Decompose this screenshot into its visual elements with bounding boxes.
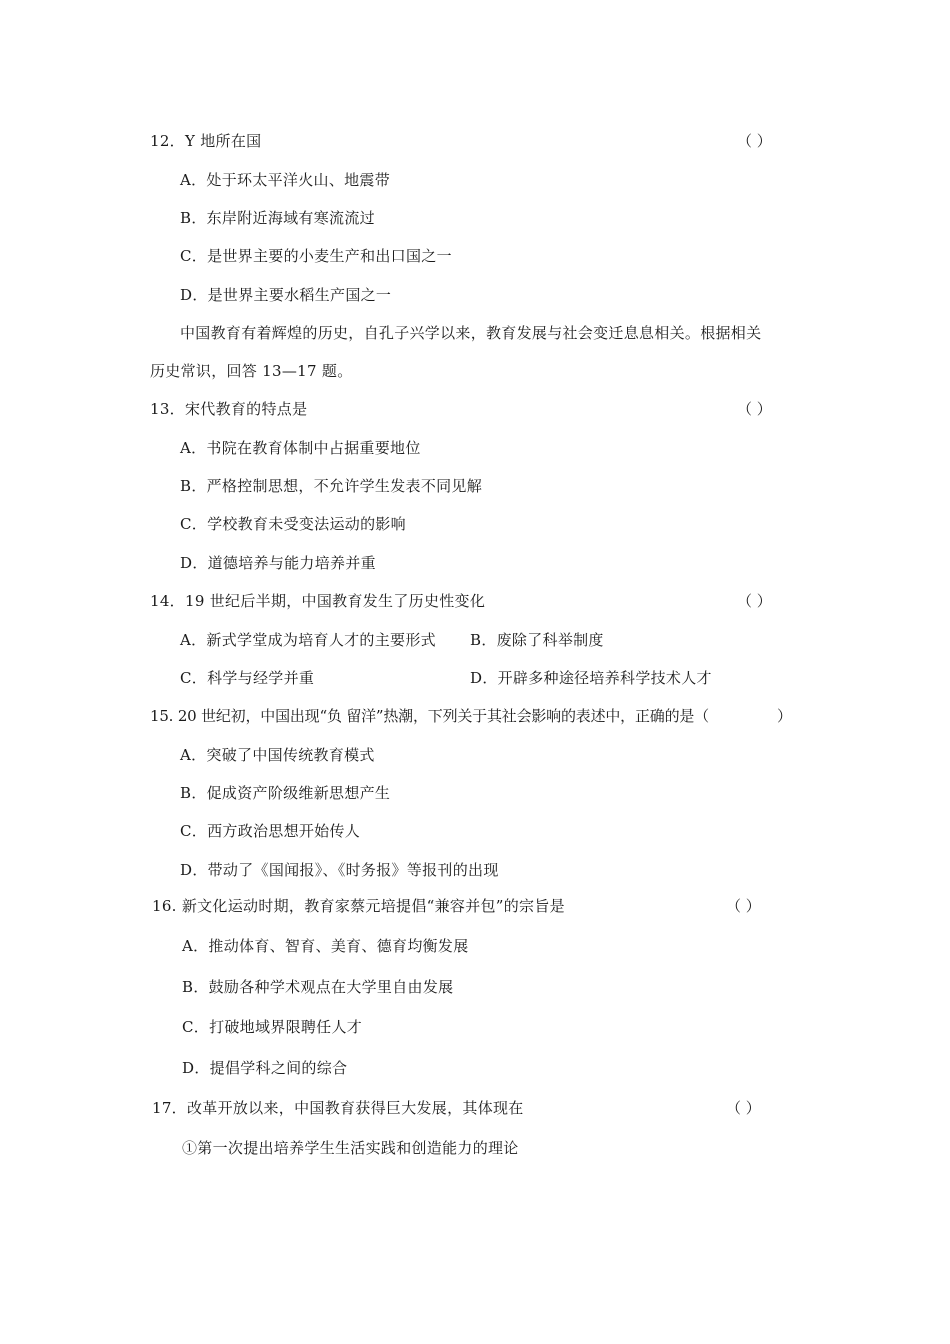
question-13-stem: 13．宋代教育的特点是 — [150, 400, 308, 418]
question-14-option-b: B．废除了科举制度 — [470, 631, 604, 649]
question-14-stem: 14．19 世纪后半期，中国教育发生了历史性变化 — [150, 592, 486, 610]
question-12-option-d: D．是世界主要水稻生产国之一 — [180, 286, 392, 304]
intro-line-1: 中国教育有着辉煌的历史，自孔子兴学以来，教育发展与社会变迁息息相关。根据相关 — [180, 324, 762, 342]
question-17-answer-paren: （ ） — [726, 1099, 761, 1117]
question-13-option-a: A．书院在教育体制中占据重要地位 — [180, 439, 421, 457]
question-16-answer-paren: （ ） — [726, 897, 761, 915]
question-15-stem: 15. 20 世纪初，中国出现“负 留洋”热潮，下列关于其社会影响的表述中，正确的是（ — [150, 707, 709, 725]
question-12-option-c: C．是世界主要的小麦生产和出口国之一 — [180, 247, 452, 265]
question-13-option-d: D．道德培养与能力培养并重 — [180, 554, 376, 572]
question-13-answer-paren: （ ） — [737, 400, 772, 418]
question-16-option-c: C．打破地域界限聘任人才 — [182, 1018, 363, 1036]
question-12-option-a: A．处于环太平洋火山、地震带 — [180, 171, 391, 189]
question-17-stem: 17．改革开放以来，中国教育获得巨大发展，其体现在 — [152, 1099, 524, 1117]
question-15-option-d: D．带动了《国闻报》、《时务报》等报刊的出现 — [180, 861, 499, 879]
question-12-answer-paren: （ ） — [737, 132, 772, 150]
question-13-option-c: C．学校教育未受变法运动的影响 — [180, 515, 406, 533]
question-14-option-d: D．开辟多种途径培养科学技术人才 — [470, 669, 712, 687]
question-14-option-c: C．科学与经学并重 — [180, 669, 315, 687]
question-15-option-c: C．西方政治思想开始传人 — [180, 822, 361, 840]
question-14-answer-paren: （ ） — [737, 592, 772, 610]
question-16-stem: 16. 新文化运动时期，教育家蔡元培提倡“兼容并包”的宗旨是 — [152, 897, 565, 915]
question-12-option-b: B．东岸附近海域有寒流流过 — [180, 209, 375, 227]
question-16-option-d: D．提倡学科之间的综合 — [182, 1059, 348, 1077]
question-15-option-b: B．促成资产阶级维新思想产生 — [180, 784, 391, 802]
question-15-option-a: A．突破了中国传统教育模式 — [180, 746, 375, 764]
intro-line-2: 历史常识，回答 13—17 题。 — [150, 362, 353, 380]
question-16-option-a: A．推动体育、智育、美育、德育均衡发展 — [182, 937, 469, 955]
question-13-option-b: B．严格控制思想，不允许学生发表不同见解 — [180, 477, 483, 495]
question-16-option-b: B．鼓励各种学术观点在大学里自由发展 — [182, 978, 454, 996]
question-15-answer-paren: ） — [777, 707, 793, 725]
question-12-stem: 12．Y 地所在国 — [150, 132, 262, 150]
question-14-option-a: A．新式学堂成为培育人才的主要形式 — [180, 631, 436, 649]
question-17-item-1: ①第一次提出培养学生生活实践和创造能力的理论 — [182, 1139, 519, 1157]
